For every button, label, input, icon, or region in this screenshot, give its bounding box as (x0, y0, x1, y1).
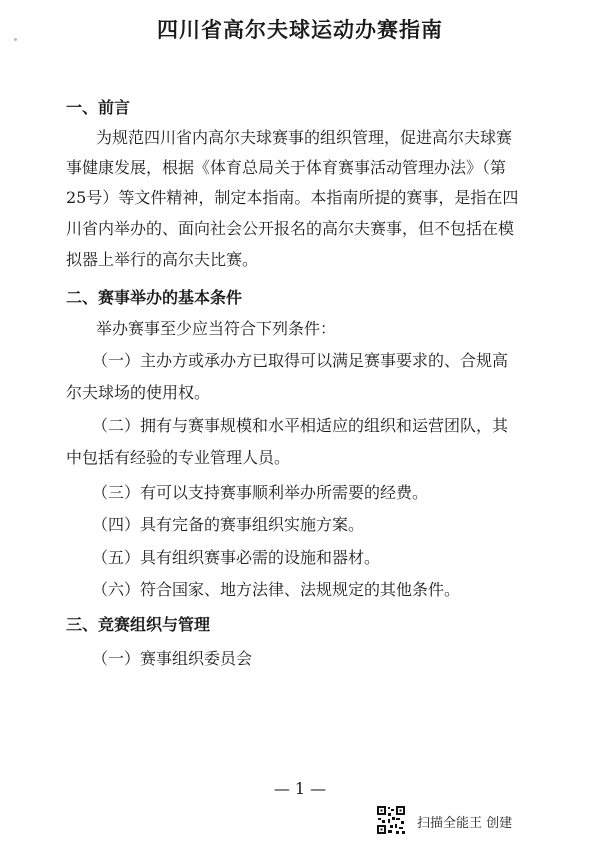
condition-item: （三）有可以支持赛事顺利举办所需要的经费。 (92, 483, 429, 502)
condition-item-cont: 中包括有经验的专业管理人员。 (66, 448, 291, 467)
section-heading-conditions: 二、赛事举办的基本条件 (66, 288, 243, 307)
condition-item: （四）具有完备的赛事组织实施方案。 (92, 515, 365, 534)
paragraph-line: 25号）等文件精神，制定本指南。本指南所提的赛事，是指在四 (66, 188, 519, 207)
paragraph-line: 川省内举办的、面向社会公开报名的高尔夫赛事，但不包括在模 (66, 219, 515, 238)
condition-item: （五）具有组织赛事必需的设施和器材。 (92, 548, 381, 567)
condition-item: （二）拥有与赛事规模和水平相适应的组织和运营团队，其 (92, 416, 509, 435)
section-heading-management: 三、竞赛组织与管理 (66, 615, 211, 634)
qr-code-icon (376, 805, 406, 835)
condition-item-cont: 尔夫球场的使用权。 (66, 383, 211, 402)
paragraph-line: 拟器上举行的高尔夫比赛。 (66, 250, 259, 269)
paragraph-line: 为规范四川省内高尔夫球赛事的组织管理，促进高尔夫球赛 (96, 128, 513, 147)
condition-item: （一）主办方或承办方已取得可以满足赛事要求的、合规高 (92, 351, 509, 370)
paragraph-line: 事健康发展，根据《体育总局关于体育赛事活动管理办法》（第 (66, 158, 507, 177)
scanner-watermark: 扫描全能王 创建 (417, 816, 513, 831)
paragraph-line: 举办赛事至少应当符合下列条件： (96, 319, 337, 338)
section-heading-preface: 一、前言 (66, 98, 131, 117)
document-title: 四川省高尔夫球运动办赛指南 (157, 18, 443, 42)
condition-item: （六）符合国家、地方法律、法规规定的其他条件。 (92, 580, 461, 599)
page-number: — 1 — (273, 779, 327, 798)
sub-heading-committee: （一）赛事组织委员会 (92, 649, 253, 668)
